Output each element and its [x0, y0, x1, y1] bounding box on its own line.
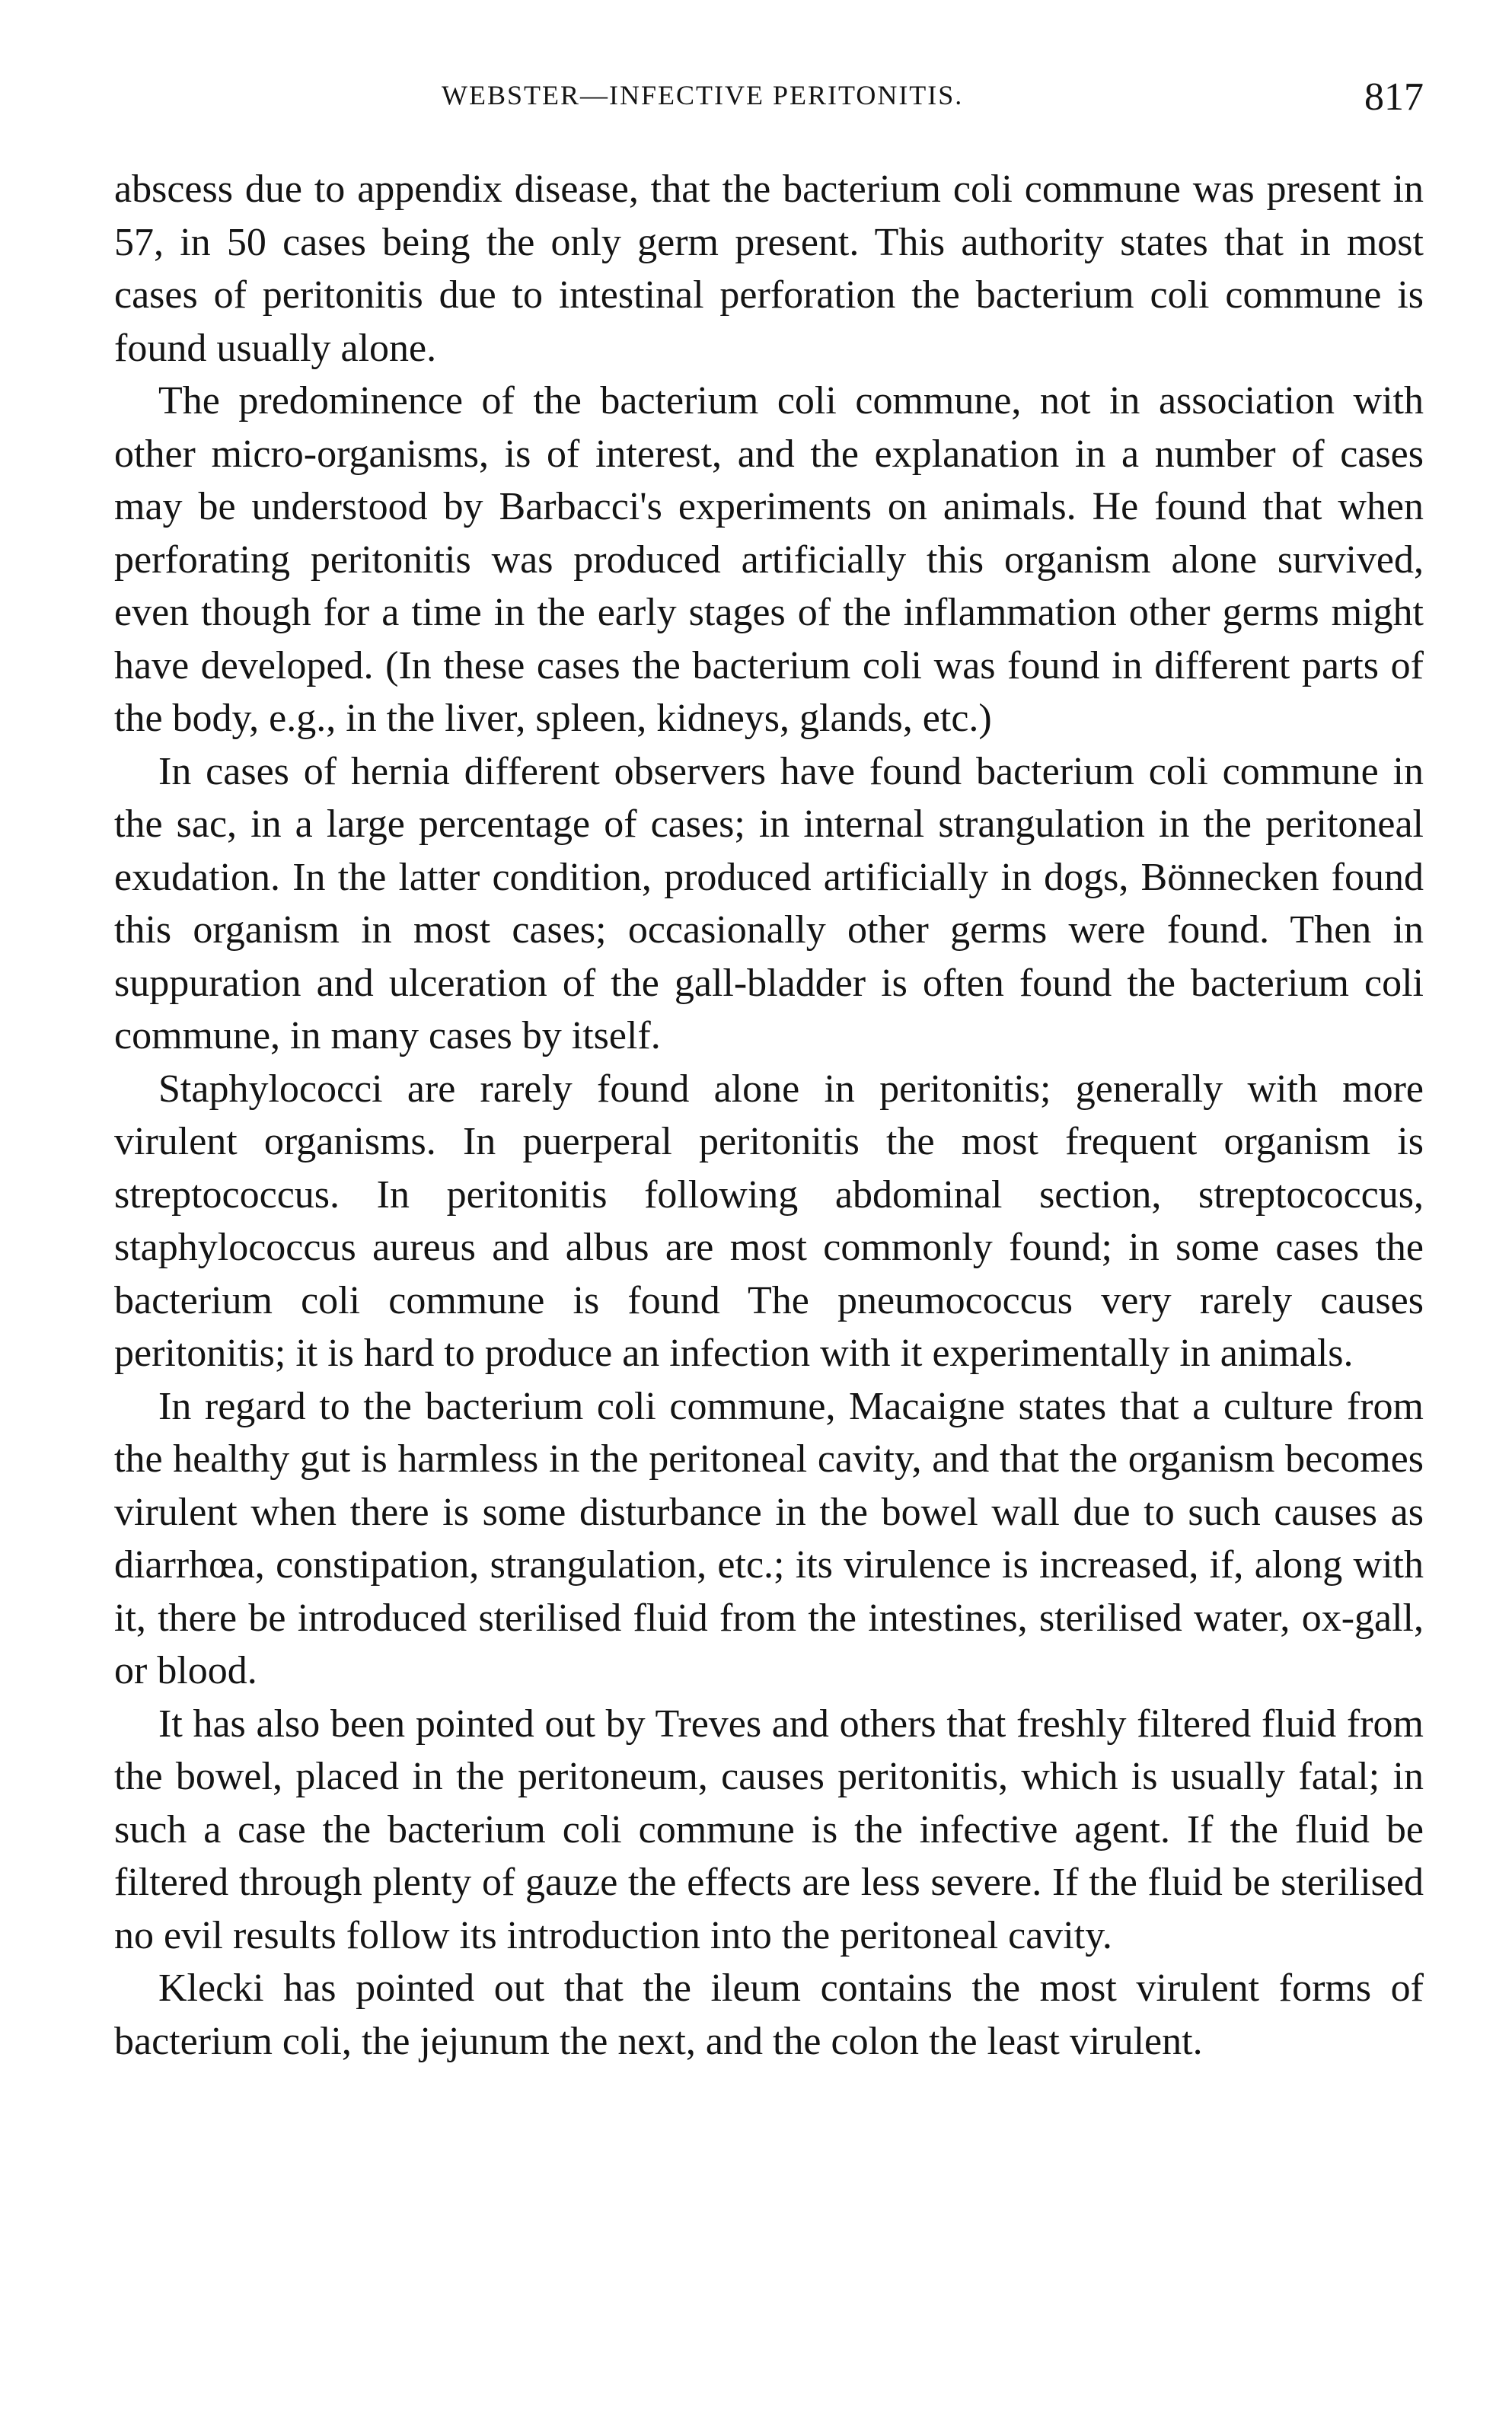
paragraph-treves: It has also been pointed out by Treves and others that freshly filtered fluid from the bowel, placed in the peritoneum, causes peritonitis, which is usually fatal; in such a case the bacterium coli commune is the infective agent. If the fluid be filtered through plenty of gauze the effects are less severe. If the fluid be sterilised no evil results follow its introduction into the peritoneal cavity.	[114, 1702, 1424, 1957]
body-text	[114, 163, 1424, 2068]
paragraph-klecki: Klecki has pointed out that the ileum contains the most virulent forms of bacterium coli, the jejunum the next, and the colon the least virulent.	[114, 1966, 1424, 2063]
running-head	[114, 75, 1424, 125]
paragraph-hernia: In cases of hernia different observers have found bacterium coli commune in the sac, in a large percentage of cases; in internal strangulation in the peritoneal exudation. In the latter condition, produced artificially in dogs, Bönnecken found this organism in most cases; occasionally other germs were found. Then in suppuration and ulceration of the gall-bladder is often found the bacterium coli commune, in many cases by itself.	[114, 749, 1424, 1057]
paragraph-bacterium-predominence: The predominence of the bacterium coli commune, not in association with other micro-organisms, is of interest, and the explanation in a number of cases may be understood by Barbacci's experiments on animals. He found that when perforating peritonitis was produced artificially this organism alone survived, even though for a time in the early stages of the inflammation other germs might have developed. (In these cases the bacterium coli was found in different parts of the body, e.g., in the liver, spleen, kidneys, glands, etc.)	[114, 379, 1424, 740]
paragraph-continued: abscess due to appendix disease, that the bacterium coli commune was present in 57, in 50 cases being the only germ present. This authority states that in most cases of peritonitis due to intestinal perforation the bacterium coli commune is found usually alone.	[114, 167, 1424, 370]
paragraph-staphylococci: Staphylococci are rarely found alone in peritonitis; generally with more virulent organisms. In puerperal peritonitis the most frequent organism is streptococcus. In peritonitis following abdominal section, streptococcus, staphylococcus aureus and albus are most commonly found; in some cases the bacterium coli commune is found The pneumococcus very rarely causes peritonitis; it is hard to produce an infection with it experimentally in animals.	[114, 1067, 1424, 1375]
running-title: WEBSTER—INFECTIVE PERITONITIS.	[442, 80, 964, 110]
paragraph-macaigne: In regard to the bacterium coli commune, Macaigne states that a culture from the healthy gut is harmless in the peritoneal cavity, and that the organism becomes virulent when there is some disturbance in the bowel wall due to such causes as diarrhœa, constipation, strangulation, etc.; its virulence is increased, if, along with it, there be introduced sterilised fluid from the intestines, sterilised water, ox-gall, or blood.	[114, 1384, 1424, 1692]
page-number: 817	[1364, 75, 1424, 119]
